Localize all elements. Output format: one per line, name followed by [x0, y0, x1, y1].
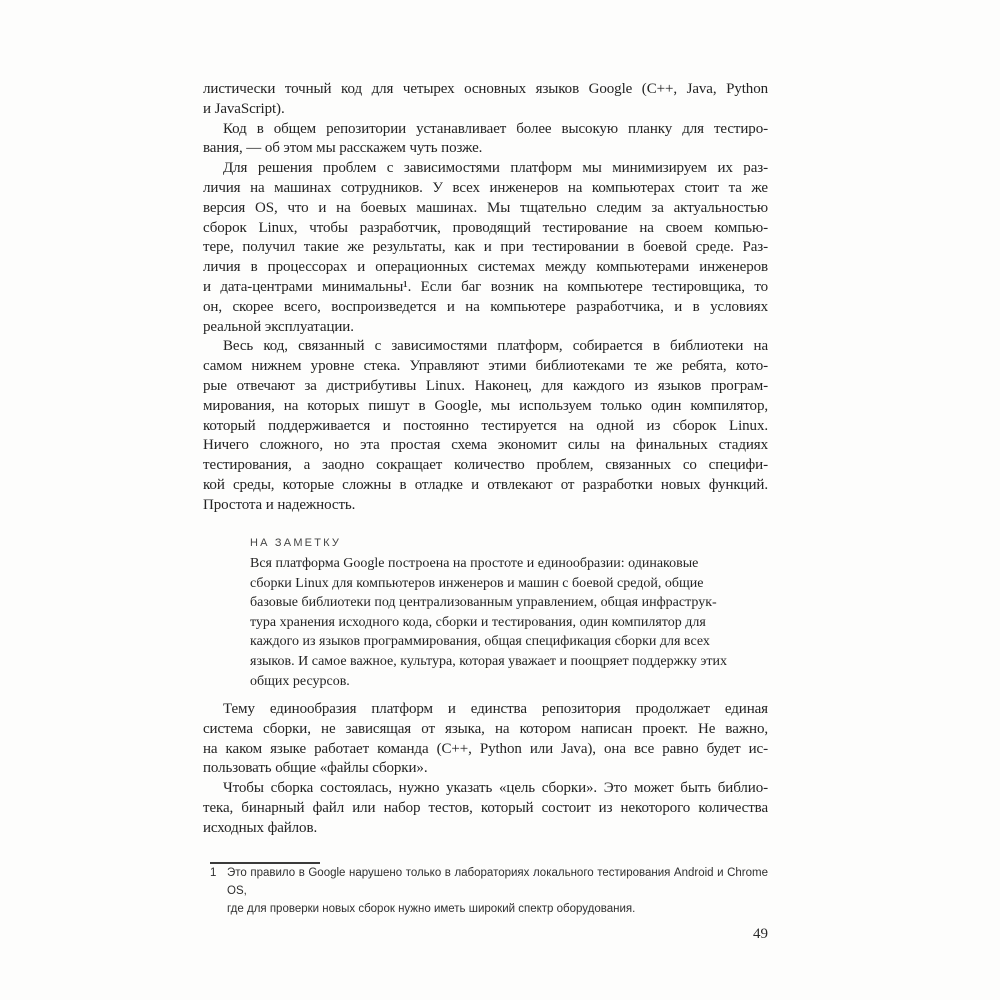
- text-line: рые отвечают за дистрибутивы Linux. Наконец, для каждого из языков програм-: [203, 377, 768, 394]
- text-line: исходных файлов.: [203, 819, 318, 836]
- paragraph: [203, 80, 768, 120]
- text-line: Тему единообразия платформ и единства репозитория продолжает единая: [223, 701, 768, 717]
- note-box: [250, 537, 755, 691]
- text-line: и JavaScript).: [203, 100, 285, 117]
- text-line: листически точный код для четырех основных языков Google (C++, Java, Python: [203, 81, 768, 97]
- text-line: пользовать общие «файлы сборки».: [203, 760, 428, 777]
- text-line: мирования, на которых пишут в Google, мы используем только один компилятор,: [203, 397, 768, 414]
- text-line: Ничего сложного, но эта простая схема экономит силы на финальных стадиях: [203, 437, 768, 454]
- text-line: кой среды, которые сложны в отладке и отвлекают от разработки новых функций.: [203, 476, 768, 493]
- text-line: общих ресурсов.: [250, 673, 350, 689]
- text-line: тура хранения исходного кода, сборки и тестирования, один компилятор для: [250, 614, 706, 630]
- bottom-text-block: [203, 700, 768, 839]
- note-body: [250, 554, 755, 691]
- text-line: сборки Linux для компьютеров инженеров и машин с боевой средой, общие: [250, 575, 704, 591]
- text-line: Простота и надежность.: [203, 496, 356, 513]
- page-number: 49: [753, 926, 768, 942]
- text-line: личия в процессорах и операционных системах между компьютерами инженеров: [203, 259, 768, 276]
- note-heading: НА ЗАМЕТКУ: [250, 537, 342, 549]
- paragraph: [227, 864, 768, 918]
- text-line: базовые библиотеки под централизованным управлением, общая инфраструк-: [250, 595, 717, 611]
- text-line: система сборки, не зависящая от языка, на котором написан проект. Не важно,: [203, 720, 768, 737]
- text-line: Чтобы сборка состоялась, нужно указать «цель сборки». Это может быть библио-: [223, 780, 768, 797]
- text-line: самом нижнем уровне стека. Управляют этими библиотеками те же ребята, кото-: [203, 358, 768, 375]
- paragraph: [203, 700, 768, 779]
- paragraph: [250, 554, 755, 691]
- text-line: личия на машинах сотрудников. У всех инженеров на компьютерах стоит та же: [203, 179, 768, 196]
- text-line: языков. И самое важное, культура, которая уважает и поощряет поддержку этих: [250, 653, 728, 669]
- text-line: и дата-центрами минимальны¹. Если баг возник на компьютере тестировщика, то: [203, 278, 768, 295]
- footnote-text: [227, 864, 768, 918]
- text-line: Код в общем репозитории устанавливает более высокую планку для тестиро-: [223, 120, 768, 137]
- text-line: Вся платформа Google построена на простоте и единообразии: одинаковые: [250, 556, 699, 571]
- paragraph: [203, 779, 768, 838]
- text-line: который поддерживается и постоянно тестируется на одной из сборок Linux.: [203, 417, 768, 434]
- paragraph: [203, 159, 768, 337]
- main-text-block: [203, 80, 768, 516]
- text-line: где для проверки новых сборок нужно иметь широкий спектр оборудования.: [227, 903, 636, 915]
- text-line: тере, получил такие же результаты, как и при тестировании в боевой среде. Раз-: [203, 239, 768, 256]
- text-line: версия OS, что и на боевых машинах. Мы тщательно следим за актуальностью: [203, 199, 768, 216]
- footnote-marker: 1: [210, 867, 217, 879]
- text-line: реальной эксплуатации.: [203, 318, 354, 335]
- paragraph: [203, 337, 768, 515]
- text-line: на каком языке работает команда (C++, Python или Java), она все равно будет ис-: [203, 740, 768, 757]
- footnote: [210, 864, 768, 918]
- text-line: тека, бинарный файл или набор тестов, который состоит из некоторого количества: [203, 799, 768, 816]
- text-line: вания, — об этом мы расскажем чуть позже.: [203, 140, 483, 157]
- text-line: Это правило в Google нарушено только в лабораториях локального тестирования Android и Chrome OS,: [227, 867, 768, 897]
- text-line: Весь код, связанный с зависимостями платформ, собирается в библиотеки на: [223, 338, 768, 355]
- text-line: Для решения проблем с зависимостями платформ мы минимизируем их раз-: [223, 160, 768, 177]
- text-line: он, скорее всего, воспроизведется и на компьютере разработчика, и в условиях: [203, 298, 768, 315]
- text-line: каждого из языков программирования, общая спецификация сборки для всех: [250, 634, 710, 650]
- text-line: тестирования, а заодно сокращает количество проблем, связанных со специфи-: [203, 457, 768, 474]
- paragraph: [203, 120, 768, 160]
- text-line: сборок Linux, чтобы разработчик, проводящий тестирование на своем компью-: [203, 219, 768, 236]
